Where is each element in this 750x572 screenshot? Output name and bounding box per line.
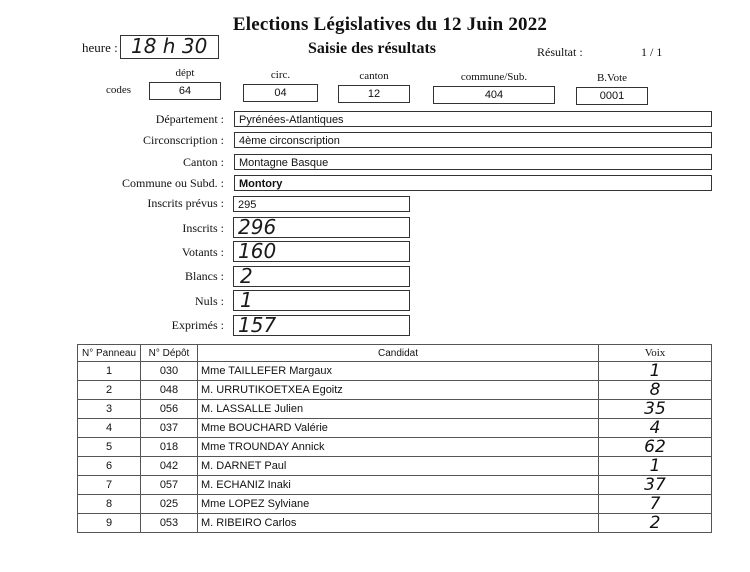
commune-code-label: commune/Sub. — [460, 71, 528, 83]
voix-cell[interactable] — [599, 514, 712, 533]
candidat-cell: M. DARNET Paul — [198, 457, 599, 476]
voix-cell[interactable] — [599, 476, 712, 495]
candidat-cell: Mme BOUCHARD Valérie — [198, 419, 599, 438]
col-panneau-header: N° Panneau — [78, 345, 141, 362]
voix-cell[interactable] — [599, 457, 712, 476]
voix-value: 1 — [649, 361, 661, 381]
nuls-field[interactable] — [233, 290, 410, 311]
voix-value: 8 — [649, 380, 661, 400]
nuls-value: 1 — [240, 288, 253, 312]
candidat-cell: Mme TROUNDAY Annick — [198, 438, 599, 457]
heure-label: heure : — [82, 40, 118, 55]
candidat-cell: M. LASSALLE Julien — [198, 400, 599, 419]
candidat-cell: M. ECHANIZ Inaki — [198, 476, 599, 495]
result-value: 1 / 1 — [641, 45, 663, 59]
nuls-label: Nuls : — [194, 294, 224, 308]
votants-field[interactable] — [233, 241, 410, 262]
voix-value: 4 — [649, 418, 661, 438]
table-row — [78, 381, 712, 400]
voix-cell[interactable] — [599, 362, 712, 381]
table-row — [78, 476, 712, 495]
panneau-cell: 3 — [78, 400, 141, 419]
commune-label: Commune ou Subd. : — [121, 176, 224, 190]
votants-value: 160 — [238, 239, 277, 263]
depot-cell: 056 — [141, 400, 198, 419]
table-row — [78, 438, 712, 457]
voix-cell[interactable] — [599, 381, 712, 400]
dept-label: dépt — [175, 67, 195, 79]
heure-value: 18 h 30 — [131, 34, 208, 58]
exprimes-field[interactable] — [233, 315, 410, 336]
panneau-cell: 8 — [78, 495, 141, 514]
circ-code-field[interactable]: 04 — [243, 84, 318, 102]
panneau-cell: 7 — [78, 476, 141, 495]
commune-field[interactable]: Montory — [234, 175, 712, 191]
departement-label: Département : — [155, 112, 224, 126]
panneau-cell: 6 — [78, 457, 141, 476]
candidat-cell: M. URRUTIKOETXEA Egoitz — [198, 381, 599, 400]
blancs-field[interactable] — [233, 266, 410, 287]
page-title: Elections Législatives du 12 Juin 2022 — [232, 14, 548, 35]
voix-value: 62 — [644, 437, 666, 457]
heure-field[interactable] — [120, 35, 219, 59]
voix-value: 35 — [644, 399, 666, 419]
result-label: Résultat : — [537, 45, 583, 59]
inscrits-prevus-field[interactable]: 295 — [233, 196, 410, 212]
depot-cell: 030 — [141, 362, 198, 381]
col-candidat-header: Candidat — [198, 345, 599, 362]
candidat-cell: Mme TAILLEFER Margaux — [198, 362, 599, 381]
voix-value: 1 — [649, 456, 661, 476]
exprimes-label: Exprimés : — [171, 318, 224, 332]
voix-cell[interactable] — [599, 400, 712, 419]
candidat-cell: Mme LOPEZ Sylviane — [198, 495, 599, 514]
voix-cell[interactable] — [599, 495, 712, 514]
dept-code-field[interactable]: 64 — [149, 82, 221, 100]
inscrits-prevus-label: Inscrits prévus : — [147, 196, 224, 210]
table-row — [78, 419, 712, 438]
voix-cell[interactable] — [599, 438, 712, 457]
col-depot-header: N° Dépôt — [141, 345, 198, 362]
panneau-cell: 2 — [78, 381, 141, 400]
table-row — [78, 514, 712, 533]
commune-code-field[interactable]: 404 — [433, 86, 555, 104]
candidates-table — [77, 344, 712, 533]
panneau-cell: 4 — [78, 419, 141, 438]
voix-value: 7 — [649, 494, 661, 514]
depot-cell: 053 — [141, 514, 198, 533]
codes-label: codes — [106, 84, 132, 96]
bvote-label: B.Vote — [596, 72, 628, 84]
voix-value: 37 — [644, 475, 666, 495]
depot-cell: 057 — [141, 476, 198, 495]
blancs-label: Blancs : — [185, 269, 224, 283]
table-row — [78, 457, 712, 476]
canton-field[interactable]: Montagne Basque — [234, 154, 712, 170]
votants-label: Votants : — [181, 245, 224, 259]
table-header-row — [78, 345, 712, 362]
circonscription-label: Circonscription : — [143, 133, 224, 147]
table-row — [78, 362, 712, 381]
panneau-cell: 5 — [78, 438, 141, 457]
voix-value: 2 — [649, 513, 661, 533]
canton-label: Canton : — [183, 155, 224, 169]
depot-cell: 018 — [141, 438, 198, 457]
depot-cell: 025 — [141, 495, 198, 514]
candidat-cell: M. RIBEIRO Carlos — [198, 514, 599, 533]
voix-cell[interactable] — [599, 419, 712, 438]
depot-cell: 037 — [141, 419, 198, 438]
panneau-cell: 9 — [78, 514, 141, 533]
panneau-cell: 1 — [78, 362, 141, 381]
table-row — [78, 495, 712, 514]
table-row — [78, 400, 712, 419]
circ-label: circ. — [270, 69, 291, 81]
inscrits-label: Inscrits : — [182, 221, 224, 235]
col-voix-header: Voix — [599, 345, 712, 362]
page-subtitle: Saisie des résultats — [308, 40, 436, 57]
depot-cell: 042 — [141, 457, 198, 476]
exprimes-value: 157 — [238, 313, 277, 337]
depot-cell: 048 — [141, 381, 198, 400]
blancs-value: 2 — [240, 264, 253, 288]
circonscription-field[interactable]: 4ème circonscription — [234, 132, 712, 148]
canton-code-label: canton — [359, 70, 389, 82]
bvote-code-field[interactable]: 0001 — [576, 87, 648, 105]
departement-field[interactable]: Pyrénées-Atlantiques — [234, 111, 712, 127]
inscrits-value: 296 — [238, 215, 277, 239]
inscrits-field[interactable] — [233, 217, 410, 238]
canton-code-field[interactable]: 12 — [338, 85, 410, 103]
